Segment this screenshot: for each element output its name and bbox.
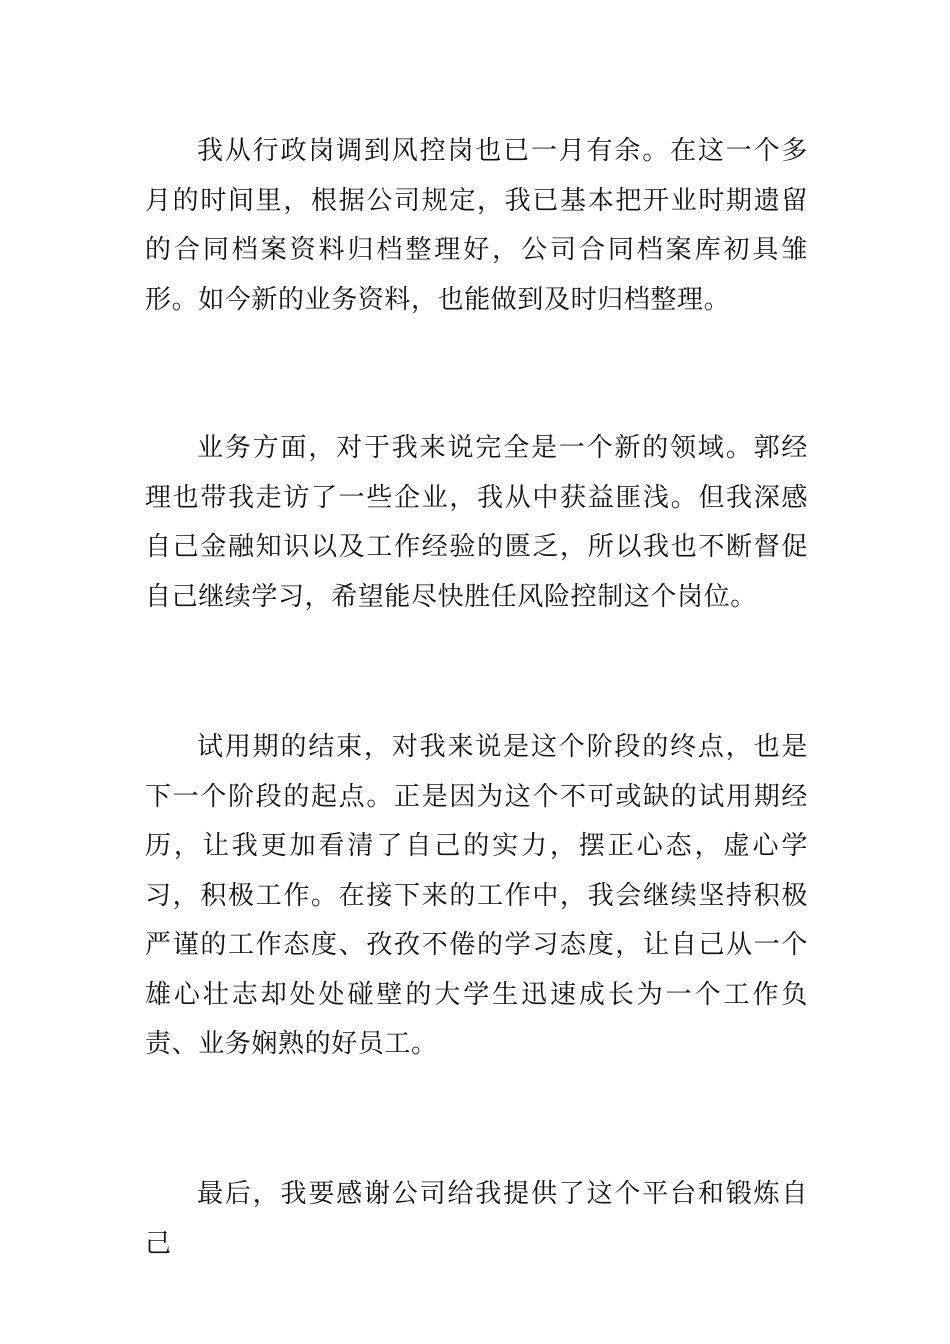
paragraph-job-transfer: 我从行政岗调到风控岗也已一月有余。在这一个多月的时间里，根据公司规定，我已基本把开业时期遗留的合同档案资料归档整理好，公司合同档案库初具雏形。如今新的业务资料，也能做到及时归档整理。 <box>145 136 808 315</box>
paragraph-business-learning: 业务方面，对于我来说完全是一个新的领域。郭经理也带我走访了一些企业，我从中获益匪浅。但我深感自己金融知识以及工作经验的匮乏，所以我也不断督促自己继续学习，希望能尽快胜任风险控制这个岗位。 <box>145 433 808 612</box>
paragraph-probation-end: 试用期的结束，对我来说是这个阶段的终点，也是下一个阶段的起点。正是因为这个不可或缺的试用期经历，让我更加看清了自己的实力，摆正心态，虚心学习，积极工作。在接下来的工作中，我会继续坚持积极严谨的工作态度、孜孜不倦的学习态度，让自己从一个雄心壮志却处处碰壁的大学生迅速成长为一个工作负责、业务娴熟的好员工。 <box>145 732 808 1059</box>
paragraph-thanks: 最后，我要感谢公司给我提供了这个平台和锻炼自己 <box>145 1179 808 1259</box>
